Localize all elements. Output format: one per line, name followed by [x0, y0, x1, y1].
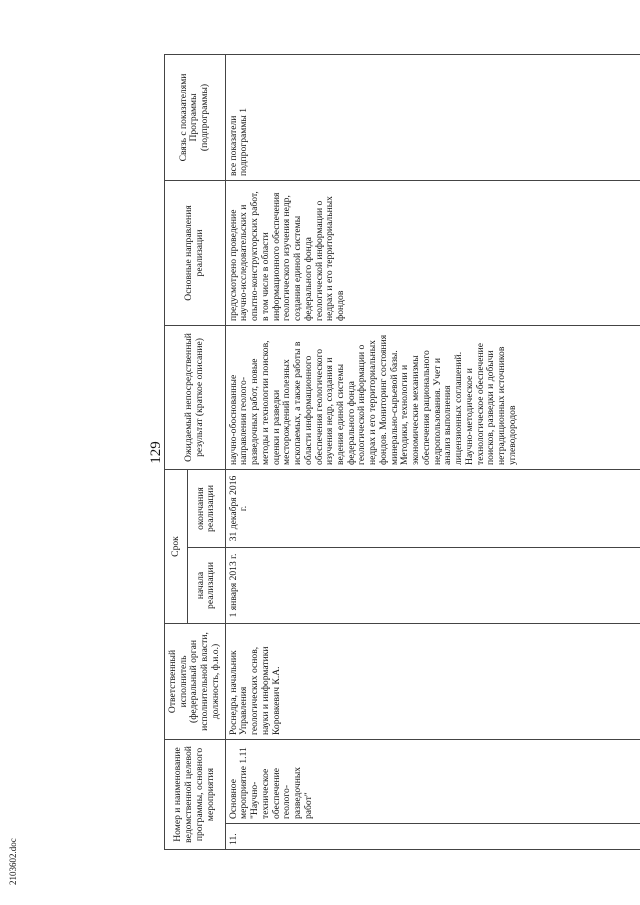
- program-table: [164, 54, 640, 850]
- file-name: 2103602.doc: [8, 838, 18, 885]
- header-executor: Ответственный исполнитель (федеральный орган исполнительной власти, должность, ф.и.о.): [165, 623, 226, 739]
- header-directions: Основные направления реализации: [165, 180, 226, 325]
- header-result: Ожидаемый непосредственный результат (краткое описание): [165, 325, 226, 469]
- row-result: научно-обоснованные направления геолого-разведочных работ, новые методы и технологии поисков, оценки и разведки месторождений полезных ископаемых, а также работы в области информационного обеспечения геологического изучения недр, создания и ведения единой системы федерального фонда геологической информации о недрах и его территориальных фондов. Мониторинг состояния минерально-сырьевой базы. Методики, технологии и экономические механизмы обеспечения рационального недропользования. Учет и анализ выполнения лицензионных соглашений. Научно-методическое и технологическое обеспечение поисков, разведки и добычи нетрадиционных источников углеводородов: [225, 325, 640, 469]
- row-executor: Роснедра, начальник Управления геологических основ, науки и информатики Коровкевич К.А.: [225, 623, 640, 739]
- header-start: начала реализации: [188, 547, 225, 623]
- row-link: все показатели подпрограммы 1: [225, 54, 640, 180]
- table-row: [225, 54, 640, 849]
- header-program-name: Номер и наименование ведомственной целевой программы, основного мероприятия: [165, 739, 226, 849]
- row-start: 1 января 2013 г.: [225, 547, 640, 623]
- header-row-1: [165, 54, 188, 849]
- row-number: 11.: [225, 824, 640, 850]
- row-directions: предусмотрено проведение научно-исследовательских и опытно-конструкторских работ, в том числе в области информационного обеспечения геологического изучения недр, создания единой системы федерального фонда геологической информации о недрах и его территориальных фондов: [225, 180, 640, 325]
- row-end: 31 декабря 2016 г.: [225, 469, 640, 547]
- row-name: Основное мероприятие 1.11 "Научно-техническое обеспечение геолого-разведочных работ": [225, 739, 640, 823]
- header-term: Срок: [165, 469, 188, 623]
- header-end: окончания реализации: [188, 469, 225, 547]
- page-number: 129: [148, 441, 164, 464]
- header-link: Связь с показателями Программы (подпрограммы): [165, 54, 226, 180]
